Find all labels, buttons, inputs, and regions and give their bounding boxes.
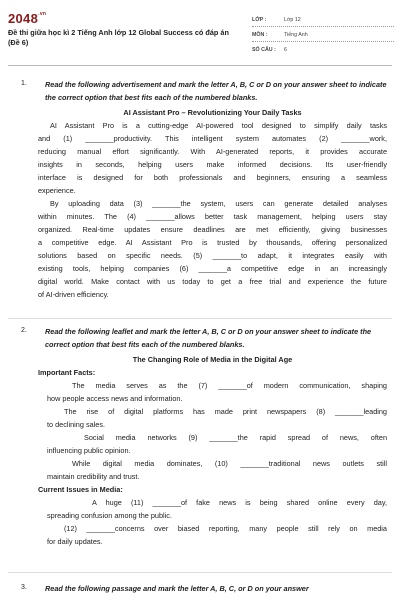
header [0, 0, 400, 62]
leaflet-line: (12) _______concerns over biased reporting, many people still rely on media [64, 524, 387, 533]
meta-divider [252, 26, 394, 27]
leaflet-line: maintain credibility and trust. [47, 472, 140, 481]
passage-line: By uploading data (3) _______the system, users can generate detailed analyses [50, 199, 387, 208]
question-number: 2. [21, 327, 27, 334]
leaflet-line: While digital media dominates, (10) _______traditional news outlets still [72, 459, 387, 468]
passage-line: AI Assistant Pro is a cutting-edge AI-powered tool designed to simplify daily tasks [50, 121, 387, 130]
leaflet-line: for daily updates. [47, 537, 103, 546]
leaflet-line: how people access news and information. [47, 394, 183, 403]
passage-line: a competitive edge. AI Assistant Pro is trusted by thousands, offering personalized [38, 238, 387, 247]
question-separator [8, 572, 392, 573]
question-separator [8, 318, 392, 319]
passage-line: insights in seconds, helping users make informed decisions. Its user-friendly [38, 160, 387, 169]
passage-line: existing tools, helping companies (6) _______a competitive edge in an increasingly [38, 264, 387, 273]
site-logo[interactable] [8, 11, 46, 26]
question-instruction: Read the following passage and mark the letter A, B, C, or D on your answer [45, 584, 309, 593]
header-divider [8, 65, 392, 66]
passage-line: solutions based on specific needs. (5) _______to adapt, it integrates easily with [38, 251, 387, 260]
questions-label: SỐ CÂU : [252, 47, 276, 53]
leaflet-line: The media serves as the (7) _______of modern communication, shaping [72, 381, 387, 390]
passage-line: and (1) _______productivity. This intelligent system automates (2) _______work, [38, 134, 387, 143]
leaflet-line: The rise of digital platforms has made print newspapers (8) _______leading [64, 407, 387, 416]
leaflet-title: The Changing Role of Media in the Digital Age [132, 355, 293, 364]
questions-value: 6 [284, 47, 287, 53]
meta-divider [252, 41, 394, 42]
leaflet-line: Social media networks (9) _______the rapid spread of news, often [84, 433, 387, 442]
passage-line: of AI-driven efficiency. [38, 290, 109, 299]
passage-line: digital world. Make contact with us today to get a free trial and experience the future [38, 277, 387, 286]
logo-text: 2048 [8, 11, 39, 26]
leaflet-line: to declining sales. [47, 420, 106, 429]
class-label: LỚP : [252, 17, 267, 23]
section-heading: Important Facts: [38, 368, 96, 377]
class-value: Lớp 12 [284, 17, 301, 23]
question-instruction: Read the following advertisement and mark the letter A, B, C or D on your answer sheet to indicate the correct option that best fits each of the numbered blanks. [45, 80, 387, 102]
question-2 [8, 327, 392, 567]
passage-line: within minutes. The (4) _______allows better task management, helping users stay [38, 212, 387, 221]
passage-line: experience. [38, 186, 76, 195]
passage-line: organized. Real-time updates ensure deadlines are met efficiently, giving businesses [38, 225, 387, 234]
leaflet-line: influencing public opinion. [47, 446, 131, 455]
section-heading: Current Issues in Media: [38, 485, 123, 494]
leaflet-line: spreading confusion among the public. [47, 511, 172, 520]
question-3 [8, 584, 392, 600]
subject-label: MÔN : [252, 32, 268, 38]
passage-line: interface is designed for both professionals and beginners, ensuring a seamless [38, 173, 387, 182]
passage-title: AI Assistant Pro – Revolutionizing Your Daily Tasks [123, 108, 302, 117]
question-number: 3. [21, 584, 27, 591]
subject-value: Tiếng Anh [284, 32, 308, 38]
question-number: 1. [21, 80, 27, 87]
question-instruction: Read the following leaflet and mark the letter A, B, C or D on your answer sheet to indicate the correct option that best fits each of the numbered blanks. [45, 327, 372, 349]
question-1 [8, 80, 392, 308]
document-title: Đề thi giữa học kì 2 Tiếng Anh lớp 12 Global Success có đáp án (Đề 6) [8, 28, 229, 47]
passage-line: reducing manual effort significantly. With AI-generated reports, it provides accurate [38, 147, 387, 156]
leaflet-line: A huge (11) _______of fake news is being shared online every day, [92, 498, 387, 507]
logo-suffix: .vn [38, 11, 47, 17]
